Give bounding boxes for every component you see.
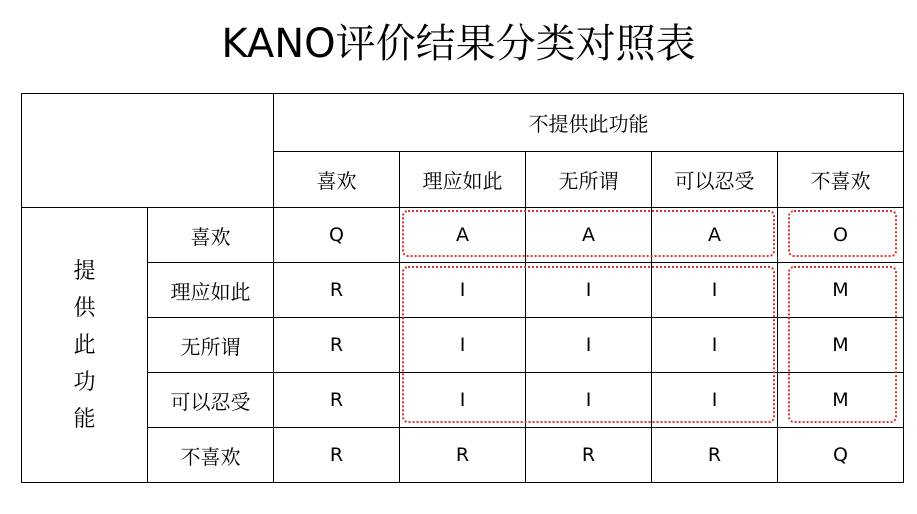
table-cell: R bbox=[274, 373, 400, 428]
column-header: 理应如此 bbox=[400, 152, 526, 208]
table-cell: I bbox=[652, 318, 778, 373]
table-cell: R bbox=[652, 428, 778, 483]
table-cell: I bbox=[526, 318, 652, 373]
table-cell: R bbox=[274, 263, 400, 318]
row-header: 可以忍受 bbox=[148, 373, 274, 428]
table-cell: I bbox=[526, 263, 652, 318]
table-cell: I bbox=[526, 373, 652, 428]
table-cell: O bbox=[778, 208, 904, 263]
table-cell: A bbox=[400, 208, 526, 263]
table-cell: I bbox=[400, 318, 526, 373]
table-cell: I bbox=[400, 263, 526, 318]
table-cell: R bbox=[400, 428, 526, 483]
row-group-label-cell bbox=[22, 208, 148, 483]
column-header: 不喜欢 bbox=[778, 152, 904, 208]
table-cell: Q bbox=[778, 428, 904, 483]
table-cell: R bbox=[526, 428, 652, 483]
kano-classification-table bbox=[21, 93, 904, 483]
column-header: 可以忍受 bbox=[652, 152, 778, 208]
table-row bbox=[22, 318, 904, 373]
column-header: 喜欢 bbox=[274, 152, 400, 208]
table-cell: M bbox=[778, 318, 904, 373]
table-cell: M bbox=[778, 263, 904, 318]
table-cell: I bbox=[652, 263, 778, 318]
table-row bbox=[22, 208, 904, 263]
table-cell: Q bbox=[274, 208, 400, 263]
row-header: 喜欢 bbox=[148, 208, 274, 263]
row-header: 无所谓 bbox=[148, 318, 274, 373]
row-header: 不喜欢 bbox=[148, 428, 274, 483]
row-header: 理应如此 bbox=[148, 263, 274, 318]
column-header: 无所谓 bbox=[526, 152, 652, 208]
column-group-label: 不提供此功能 bbox=[274, 94, 904, 152]
row-group-label: 提供此功能 bbox=[73, 258, 96, 432]
page-title: KANO评价结果分类对照表 bbox=[221, 21, 696, 67]
table-cell: I bbox=[400, 373, 526, 428]
table-row bbox=[22, 263, 904, 318]
table-cell: A bbox=[526, 208, 652, 263]
table-cell: I bbox=[652, 373, 778, 428]
table-cell: M bbox=[778, 373, 904, 428]
table-row bbox=[22, 428, 904, 483]
table-cell: R bbox=[274, 428, 400, 483]
table-row bbox=[22, 373, 904, 428]
table-cell: R bbox=[274, 318, 400, 373]
corner-cell bbox=[22, 94, 274, 208]
table-cell: A bbox=[652, 208, 778, 263]
header-row-group bbox=[22, 94, 904, 152]
